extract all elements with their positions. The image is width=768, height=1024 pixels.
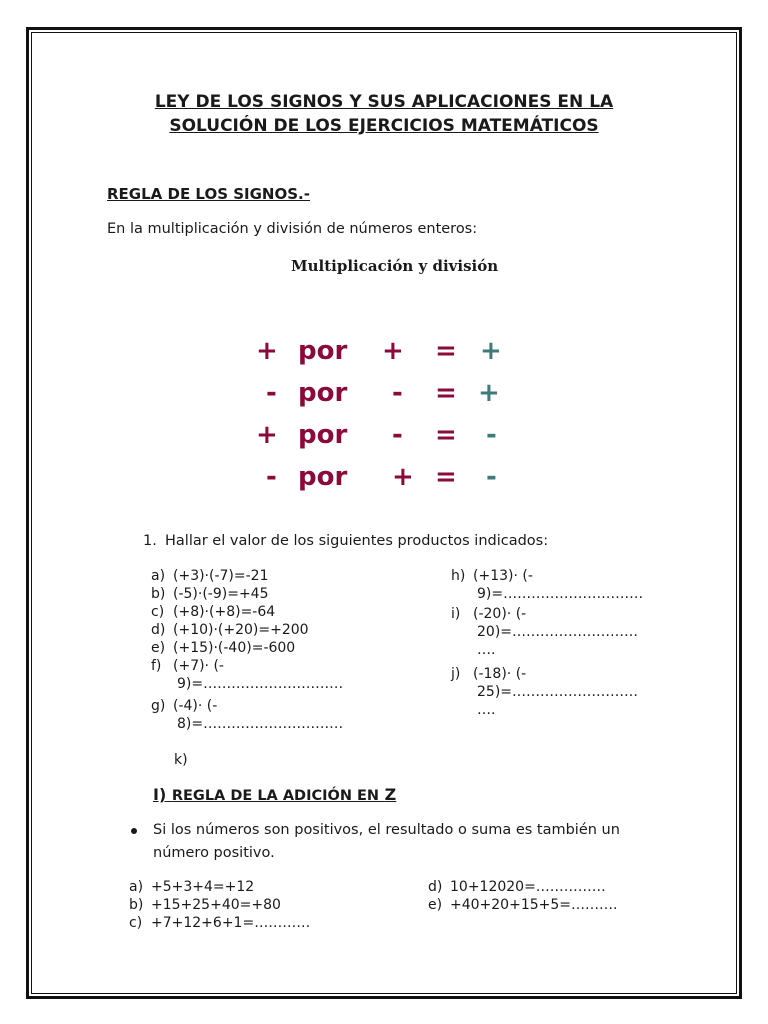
- exercise-prompt: Hallar el valor de los siguientes productos indicados:: [165, 533, 549, 549]
- set-symbol: Z: [384, 785, 397, 804]
- item-label: i): [451, 606, 461, 622]
- item-label: a): [129, 879, 144, 895]
- item-continuation: 25)=………………………: [477, 684, 639, 700]
- item-text: +15+25+40=+80: [151, 897, 281, 913]
- intro-text: En la multiplicación y división de números enteros:: [107, 221, 478, 237]
- page-border-inner: [31, 32, 737, 994]
- exercise-item: [151, 585, 269, 603]
- item-label: d): [151, 622, 166, 638]
- sign-b: -: [392, 420, 403, 450]
- item-text: 10+12020=……………: [450, 879, 606, 895]
- sign-a: +: [256, 336, 278, 366]
- sign-b: +: [382, 336, 404, 366]
- sign-result: +: [478, 378, 500, 408]
- item-text: +7+12+6+1=…………: [151, 915, 311, 931]
- item-text: (+13)· (-: [473, 568, 533, 584]
- item-label: c): [151, 604, 165, 620]
- item-text: (+10)·(+20)=+200: [173, 622, 309, 638]
- item-text: (+15)·(-40)=-600: [173, 640, 296, 656]
- sign-por: por: [298, 378, 348, 408]
- page-title-line1: LEY DE LOS SIGNOS Y SUS APLICACIONES EN LA: [154, 92, 614, 112]
- exercise-number: 1.: [143, 533, 157, 549]
- sign-por: por: [298, 336, 348, 366]
- item-text: +5+3+4=+12: [151, 879, 255, 895]
- item-label: b): [129, 897, 144, 913]
- exercise-item: [451, 605, 639, 658]
- sign-rule-row: [0, 378, 768, 418]
- sign-equals: =: [435, 336, 457, 366]
- item-text: (-20)· (-: [473, 606, 527, 622]
- item-label: j): [451, 666, 461, 682]
- item-label: e): [151, 640, 166, 656]
- bullet-icon: [131, 828, 137, 834]
- addition-item: [428, 896, 617, 914]
- item-label: f): [151, 658, 162, 674]
- sign-b: -: [392, 378, 403, 408]
- exercise-item: [151, 603, 275, 621]
- item-label: c): [129, 915, 143, 931]
- exercise-item: [151, 697, 344, 732]
- page-title-line2: SOLUCIÓN DE LOS EJERCICIOS MATEMÁTICOS: [169, 116, 599, 136]
- sign-a: -: [266, 378, 277, 408]
- sign-a: +: [256, 420, 278, 450]
- sign-equals: =: [435, 462, 457, 492]
- exercise-item: [151, 567, 269, 585]
- sign-por: por: [298, 462, 348, 492]
- item-continuation: ….: [477, 702, 496, 718]
- sign-a: -: [266, 462, 277, 492]
- sign-rule-row: [0, 420, 768, 460]
- item-label: h): [451, 568, 466, 584]
- exercise-item: [451, 567, 644, 602]
- exercise-item: [151, 639, 295, 657]
- section-title: REGLA DE LA ADICIÓN EN: [171, 788, 380, 804]
- sign-equals: =: [435, 378, 457, 408]
- section-heading-regla-signos: REGLA DE LOS SIGNOS.-: [107, 185, 310, 203]
- item-text: (-5)·(-9)=+45: [173, 586, 269, 602]
- bullet-text-line2: número positivo.: [153, 845, 275, 861]
- item-continuation: 9)=…………………………: [477, 586, 644, 602]
- item-continuation: 8)=…………………………: [177, 716, 344, 732]
- item-label: d): [428, 879, 443, 895]
- item-text: (-18)· (-: [473, 666, 527, 682]
- exercise-item: [151, 621, 309, 639]
- sign-equals: =: [435, 420, 457, 450]
- addition-item: [129, 878, 254, 896]
- bullet-text-line1: Si los números son positivos, el resultado o suma es también un: [153, 822, 620, 838]
- item-text: (+3)·(-7)=-21: [173, 568, 269, 584]
- section-roman: I): [153, 785, 167, 804]
- sign-rule-row: [0, 462, 768, 502]
- item-label: b): [151, 586, 166, 602]
- addition-item: [428, 878, 606, 896]
- sign-rule-row: [0, 336, 768, 376]
- sign-result: +: [480, 336, 502, 366]
- item-label: e): [428, 897, 443, 913]
- item-continuation: 20)=………………………: [477, 624, 639, 640]
- addition-item: [129, 896, 281, 914]
- item-label: g): [151, 698, 166, 714]
- item-text: (+7)· (-: [173, 658, 224, 674]
- sign-result: -: [486, 462, 497, 492]
- subtitle-multiplicacion: Multiplicación y división: [291, 257, 499, 275]
- exercise-item: [451, 665, 639, 718]
- exercise-item-k: k): [174, 752, 188, 768]
- sign-result: -: [486, 420, 497, 450]
- item-text: +40+20+15+5=……….: [450, 897, 618, 913]
- addition-item: [129, 914, 310, 932]
- item-continuation: 9)=…………………………: [177, 676, 344, 692]
- item-continuation: ….: [477, 642, 496, 658]
- sign-b: +: [392, 462, 414, 492]
- section-heading-adicion: [153, 785, 396, 804]
- item-text: (+8)·(+8)=-64: [173, 604, 276, 620]
- sign-por: por: [298, 420, 348, 450]
- item-text: (-4)· (-: [173, 698, 218, 714]
- exercise-item: [151, 657, 344, 692]
- item-label: a): [151, 568, 166, 584]
